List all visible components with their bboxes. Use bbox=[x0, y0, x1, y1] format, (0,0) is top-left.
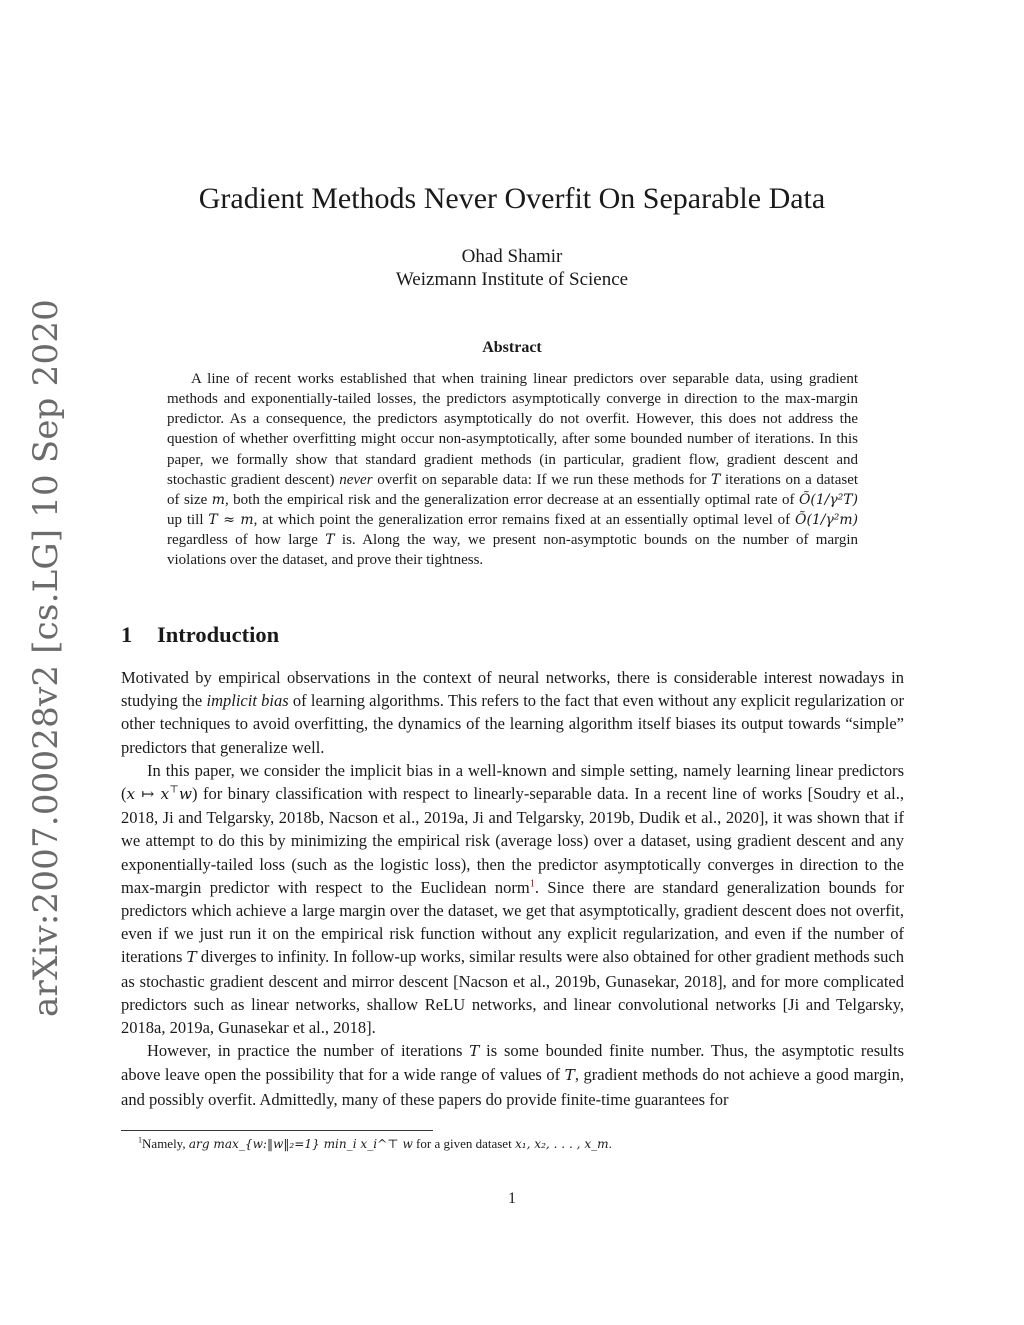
footnote: $^1$Namely, arg max_{w:‖w‖₂=1} min_i x_i^⊤ w for a given dataset x₁, x₂, . . . , x_m. bbox=[138, 1135, 612, 1151]
paper-title: Gradient Methods Never Overfit On Separable Data bbox=[198, 182, 826, 215]
abstract-heading: Abstract bbox=[482, 339, 542, 356]
section-number: 1 bbox=[121, 622, 133, 647]
author-name: Ohad Shamir bbox=[461, 246, 563, 267]
section-heading bbox=[121, 622, 279, 648]
intro-paragraph-2: In this paper, we consider the implicit bias in a well-known and simple setting, namely learning linear predictors (x ↦ x⊤w) for binary classification with respect to linearly-separable data. In a recent line of works [Soudry et al., 2018, Ji and Telgarsky, 2018b, Nacson et al., 2019a, Ji and Telgarsky, 2019b, Dudik et al., 2020], it was shown that if we attempt to do this by minimizing the empirical risk (average loss) over a dataset, using gradient descent and any exponentially-tailed loss (such as the logistic loss), then the predictor asymptotically converges in direction to the max-margin predictor with respect to the Euclidean norm$^1$. Since there are standard generalization bounds for predictors which achieve a large margin over the dataset, we get that asymptotically, gradient descent does not overfit, even if we just run it on the empirical risk function without any explicit regularization, and even if the number of iterations T diverges to infinity. In follow-up works, similar results were also obtained for other gradient methods such as stochastic gradient descent and mirror descent [Nacson et al., 2019b, Gunasekar, 2018], and for more complicated predictors such as linear networks, shallow ReLU networks, and linear convolutional networks [Ji and Telgarsky, 2018a, 2019a, Gunasekar et al., 2018]. bbox=[121, 760, 905, 1038]
intro-body bbox=[121, 666, 904, 1111]
section-title: Introduction bbox=[157, 622, 280, 647]
footnote-rule bbox=[121, 1130, 433, 1131]
page-number: 1 bbox=[508, 1190, 516, 1207]
footnote-ref[interactable]: 1 bbox=[529, 878, 535, 890]
intro-paragraph-1: Motivated by empirical observations in the context of neural networks, there is considerable interest nowadays in studying the implicit bias of learning algorithms. This refers to the fact that even without any explicit regularization or other techniques to avoid overfitting, the dynamics of the learning algorithm itself biases its output towards “simple” predictors that generalize well. bbox=[121, 668, 905, 757]
arxiv-identifier: arXiv:2007.00028v2 [cs.LG] 10 Sep 2020 bbox=[26, 299, 66, 1017]
intro-paragraph-3: However, in practice the number of iterations T is some bounded finite number. Thus, the asymptotic results above leave open the possibility that for a wide range of values of T, gradient methods do not achieve a good margin, and possibly overfit. Admittedly, many of these papers do provide finite-time guarantees for bbox=[121, 1041, 905, 1109]
abstract-text: A line of recent works established that when training linear predictors over separable data, using gradient methods and exponentially-tailed losses, the predictors asymptotically converge in direction to the max-margin predictor. As a consequence, the predictors asymptotically do not overfit. However, this does not address the question of whether overfitting might occur non-asymptotically, after some bounded number of iterations. In this paper, we formally show that standard gradient methods (in particular, gradient flow, gradient descent and stochastic gradient descent) never overfit on separable data: If we run these methods for T iterations on a dataset of size m, both the empirical risk and the generalization error decrease at an essentially optimal rate of Õ(1/γ²T) up till T ≈ m, at which point the generalization error remains fixed at an essentially optimal level of Õ(1/γ²m) regardless of how large T is. Along the way, we present non-asymptotic bounds on the number of margin violations over the dataset, and prove their tightness. bbox=[167, 371, 859, 569]
author-affiliation: Weizmann Institute of Science bbox=[395, 269, 629, 290]
